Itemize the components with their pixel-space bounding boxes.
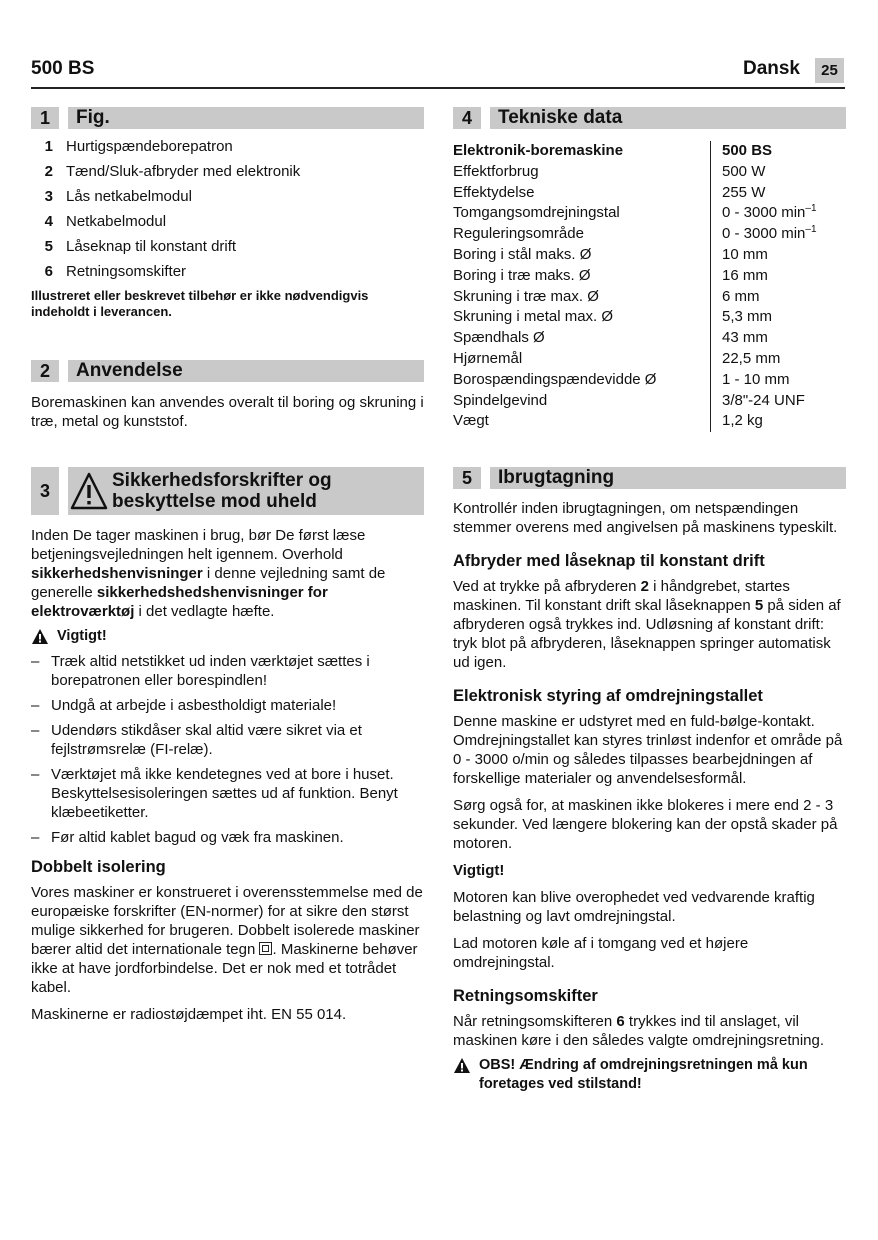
figure-legend-list <box>31 134 424 284</box>
list-item: 2 Tænd/Sluk-afbryder med elektronik <box>44 163 301 180</box>
section-number: 1 <box>31 107 59 129</box>
section-title: Anvendelse <box>68 360 424 382</box>
accessories-note: Illustreret eller beskrevet tilbehør er ikke nødvendigvis indeholdt i leverancen. <box>31 288 369 319</box>
section-number: 2 <box>31 360 59 382</box>
section-safety <box>31 467 424 1024</box>
section-heading <box>453 467 846 489</box>
table-row: Spindelgevind 3/8"-24 UNF <box>453 391 846 412</box>
section-heading <box>31 107 424 129</box>
page-number: 25 <box>815 58 844 83</box>
list-item: 6 Retningsomskifter <box>44 263 187 280</box>
section-title: Ibrugtagning <box>490 467 846 489</box>
speed-control-text: Denne maskine er udstyret med en fuld-bølge-kontakt. Omdrejningstallet kan styres trinløst indenfor et område på 0 - 3000 o/min og således tilpasses bearbejdningen af forskellige materialer og anvendelsesformål. <box>453 713 843 787</box>
table-row: Skruning i træ max. Ø 6 mm <box>453 287 846 308</box>
section-technical-data <box>453 107 846 432</box>
list-item: 3 Lås netkabelmodul <box>44 188 192 205</box>
subheading-speed-control: Elektronisk styring af omdrejningstallet <box>453 687 763 705</box>
table-row: Skruning i metal max. Ø 5,3 mm <box>453 307 846 328</box>
startup-intro: Kontrollér inden ibrugtagningen, om netspændingen stemmer overens med angivelsen på maskinens typeskilt. <box>453 500 838 536</box>
section-title: Tekniske data <box>490 107 846 129</box>
warning-icon <box>453 1057 471 1074</box>
section-anvendelse <box>31 360 424 431</box>
double-insulation-text: Vores maskiner er konstrueret i overensstemmelse med de europæiske forskrifter (EN-normer) for at sikre den størst mulige sikkerhed for brugeren. Dobbelt isolerede maskiner bærer altid det internationale tegn . Maskinerne behøver ikke at have jordforbindelse. Det er nok med et totrådet kabel. <box>31 884 423 996</box>
list-item: 1 Hurtigspændeborepatron <box>44 138 233 155</box>
obs-notice: OBS! Ændring af omdrejningsretningen må kun foretages ved stilstand! <box>453 1056 846 1094</box>
table-row: Reguleringsområde 0 - 3000 $\min^{-1}$ <box>453 224 846 245</box>
spec-table <box>453 141 846 432</box>
section-ibrugtagning <box>453 467 846 1094</box>
list-item: – Udendørs stikdåser skal altid være sikret via et fejlstrømsrelæ (FI-relæ). <box>31 722 362 758</box>
list-item: – Før altid kablet bagud og væk fra maskinen. <box>31 829 344 846</box>
subheading-direction-switch: Retningsomskifter <box>453 987 598 1005</box>
table-row: Vægt 1,2 kg <box>453 411 846 432</box>
section-number: 3 <box>31 467 59 515</box>
section-heading <box>31 467 424 515</box>
section-title-line2: beskyttelse mod uheld <box>112 491 317 512</box>
overheat-text: Motoren kan blive overophedet ved vedvarende kraftig belastning og lavt omdrejningstal. <box>453 889 815 925</box>
radio-suppression-text: Maskinerne er radiostøjdæmpet iht. EN 55 014. <box>31 1006 347 1023</box>
list-item: – Undgå at arbejde i asbestholdigt materiale! <box>31 697 337 714</box>
table-row: Borospændingspændevidde Ø 1 - 10 mm <box>453 370 846 391</box>
section-fig <box>31 107 424 320</box>
cooling-text: Lad motoren køle af i tomgang ved et højere omdrejningstal. <box>453 935 749 971</box>
table-row: Effektforbrug 500 W <box>453 162 846 183</box>
switch-text: Ved at trykke på afbryderen 2 i håndgrebet, startes maskinen. Til konstant drift skal låseknappen 5 på siden af afbryderen også trykkes ind. Udløsning af konstant drift: tryk blot på afbryderen, låseknappen springer automatisk ud igen. <box>453 578 841 671</box>
safety-list <box>31 652 424 847</box>
section-number: 4 <box>453 107 481 129</box>
section-title: Sikkerhedsforskrifter og <box>112 470 332 491</box>
list-item: 4 Netkabelmodul <box>44 213 167 230</box>
warning-icon <box>31 628 49 645</box>
important-notice: Vigtigt! <box>31 627 424 646</box>
table-row: Hjørnemål 22,5 mm <box>453 349 846 370</box>
table-header-row: Elektronik-boremaskine 500 BS <box>453 141 846 162</box>
list-item: – Værktøjet må ikke kendetegnes ved at bore i huset. Beskyttelsesisoleringen sættes ud af funktion. Benyt klæbeetiketter. <box>31 766 398 821</box>
subheading-double-insulation: Dobbelt isolering <box>31 858 166 876</box>
table-row: Boring i stål maks. Ø 10 mm <box>453 245 846 266</box>
document-model: 500 BS <box>31 58 95 79</box>
table-row: Tomgangsomdrejningstal 0 - 3000 $\min^{-1}$ <box>453 203 846 224</box>
blocking-text: Sørg også for, at maskinen ikke blokeres i mere end 2 - 3 sekunder. Ved længere blokering kan der opstå skader på motoren. <box>453 797 838 852</box>
list-item: – Træk altid netstikket ud inden værktøjet sættes i borepatronen eller borespindlen! <box>31 653 370 689</box>
table-row: Spændhals Ø 43 mm <box>453 328 846 349</box>
warning-triangle-icon <box>70 471 108 511</box>
header-rule <box>31 87 845 89</box>
table-row: Boring i træ maks. Ø 16 mm <box>453 266 846 287</box>
direction-text: Når retningsomskifteren 6 trykkes ind til anslaget, vil maskinen køre i den således valgte omdrejningsretning. <box>453 1013 825 1049</box>
safety-intro: Inden De tager maskinen i brug, bør De først læse betjeningsvejledningen helt igennem. Overhold sikkerhedshenvisninger i denne vejledning samt de generelle sikkerhedshedshenvisninger for elektroværktøj i det vedlagte hæfte. <box>31 527 386 620</box>
section-heading <box>453 107 846 129</box>
section-number: 5 <box>453 467 481 489</box>
usage-text: Boremaskinen kan anvendes overalt til boring og skruning i træ, metal og kunststof. <box>31 394 424 430</box>
table-row: Effektydelse 255 W <box>453 183 846 204</box>
list-item: 5 Låseknap til konstant drift <box>44 238 237 255</box>
section-title: Fig. <box>68 107 424 129</box>
double-insulation-icon <box>259 942 272 955</box>
important-label: Vigtigt! <box>453 862 505 879</box>
document-language: Dansk <box>742 58 800 79</box>
subheading-switch: Afbryder med låseknap til konstant drift <box>453 552 765 570</box>
section-heading <box>31 360 424 382</box>
